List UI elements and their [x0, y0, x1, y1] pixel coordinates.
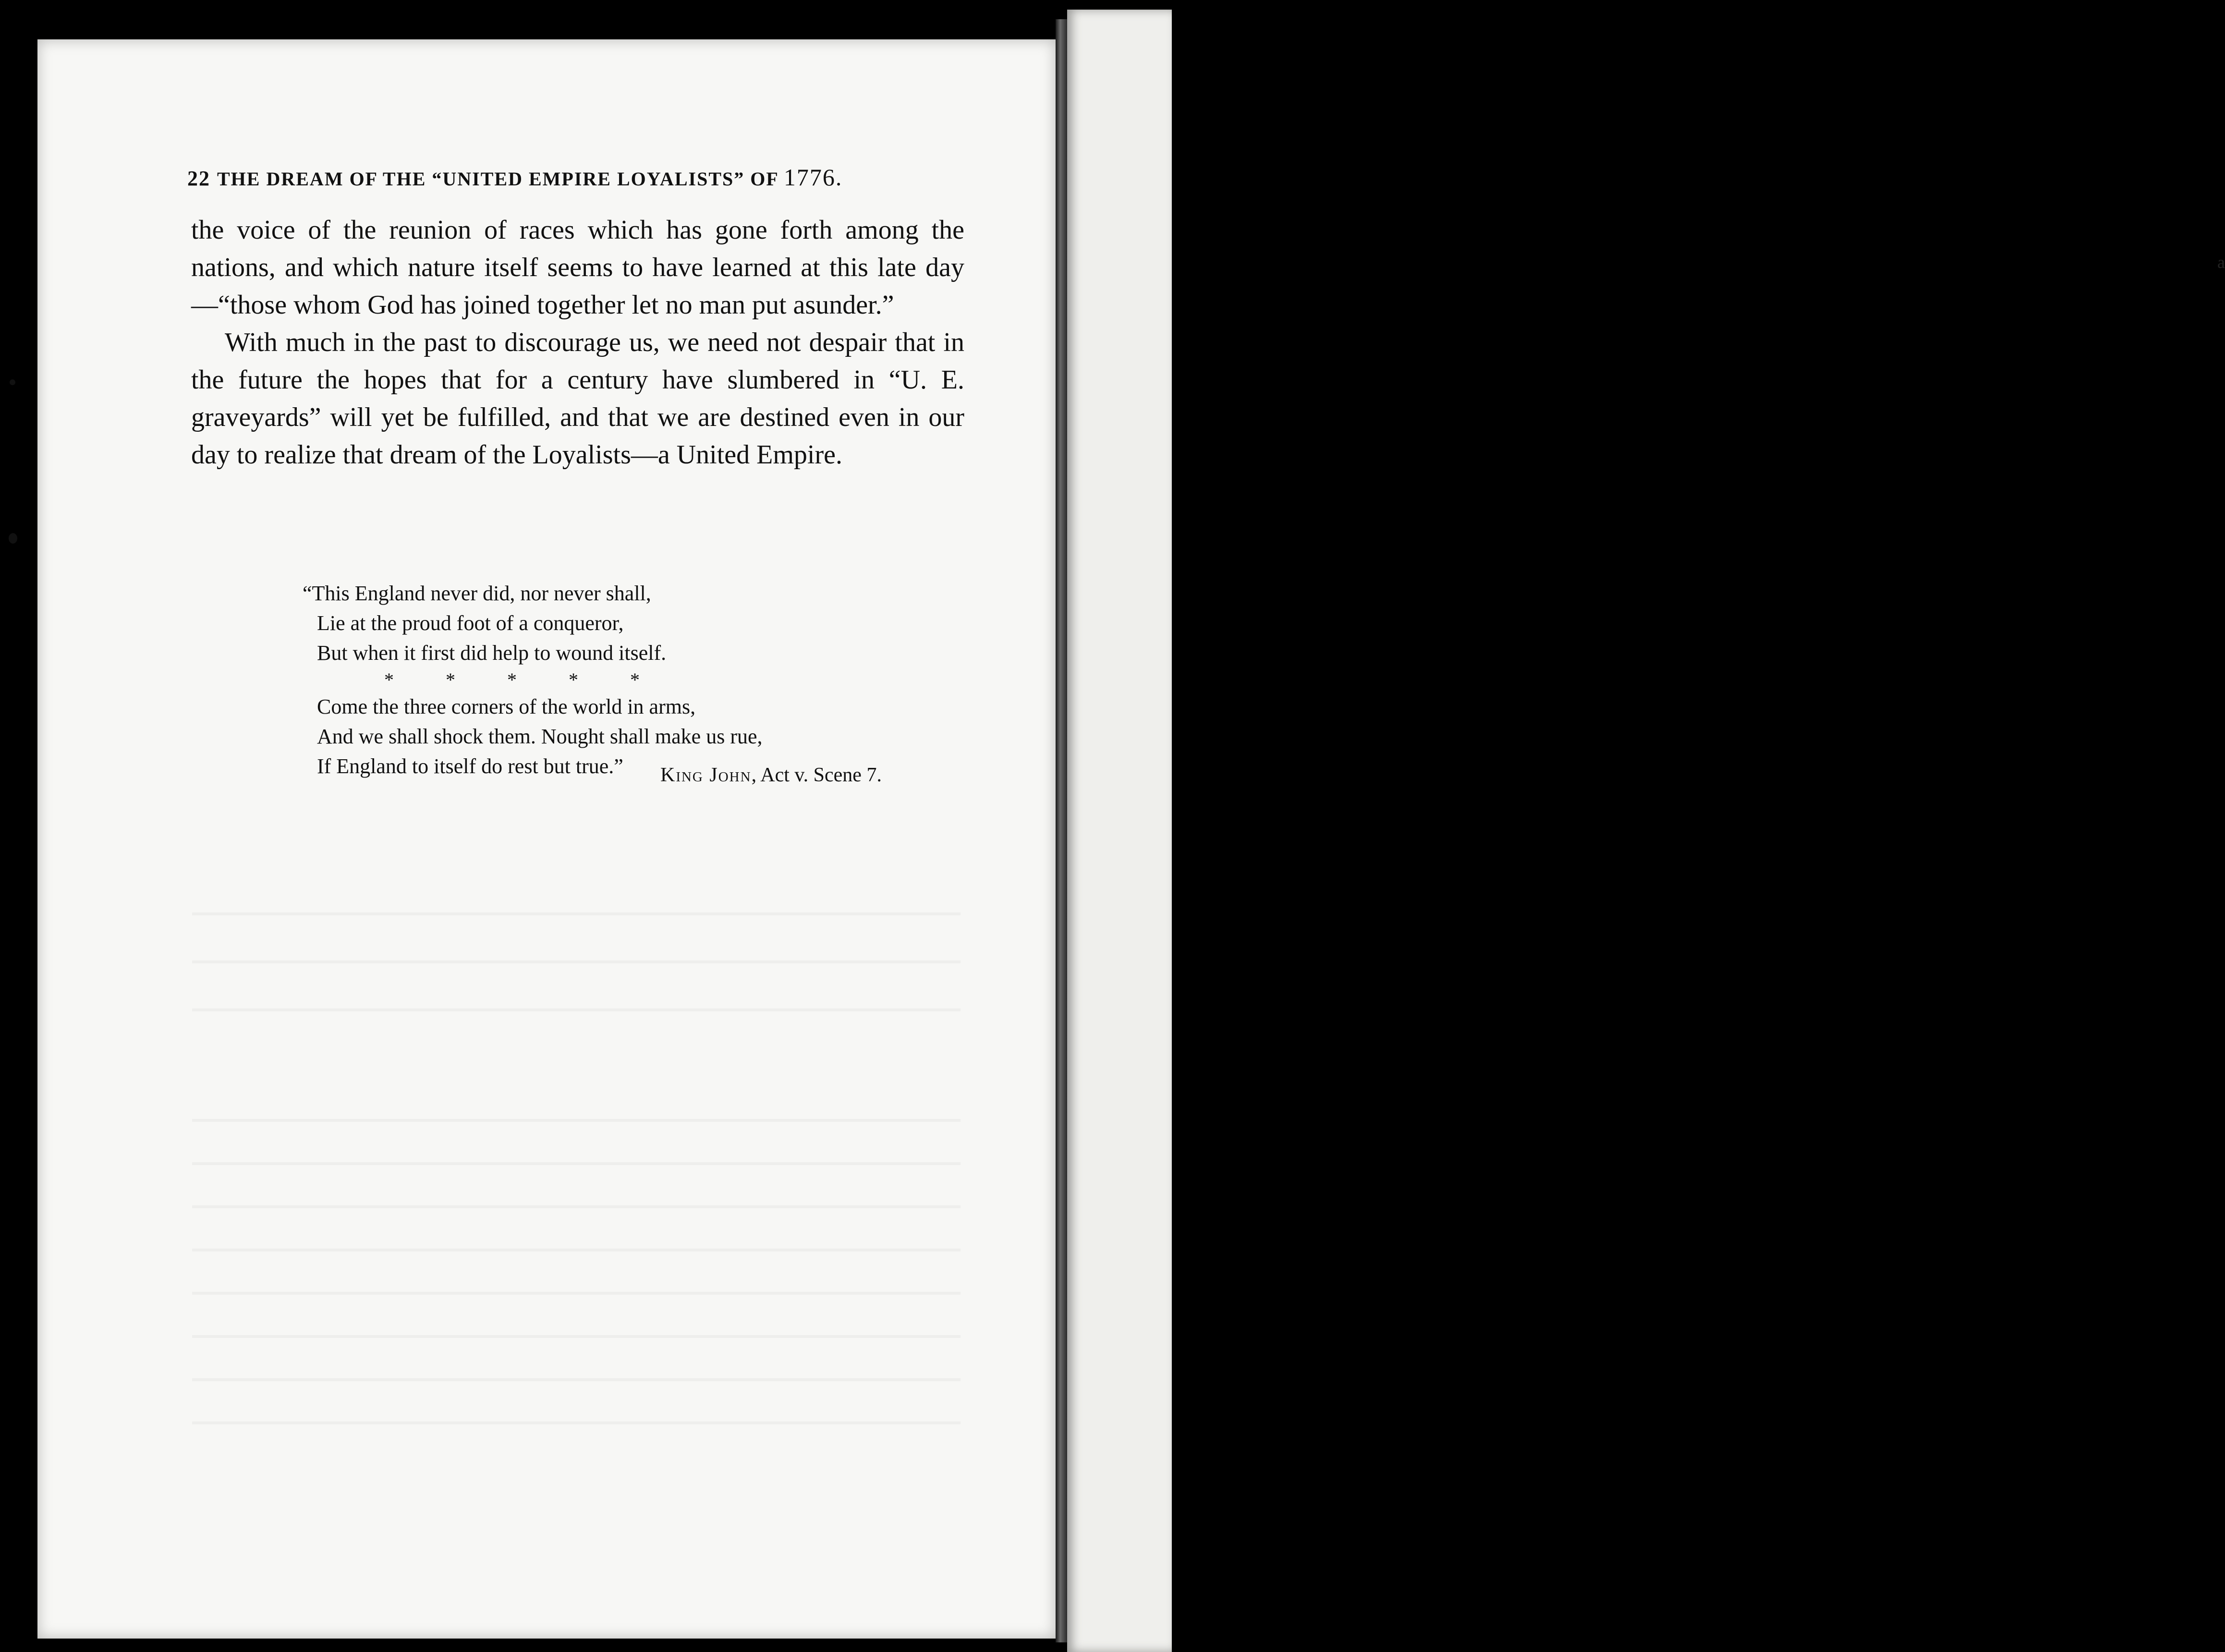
- paragraph: With much in the past to discourage us, we need not despair that in the future the hopes that for a century have slumbered in “U. E. graveyards” will yet be fulfilled, and that we are destined even in our day to realize that dream of the Loyalists—a United Empire.: [191, 328, 964, 470]
- star: *: [446, 669, 455, 691]
- show-through-line: [192, 1378, 961, 1381]
- quote-citation: [660, 764, 882, 787]
- show-through-line: [192, 1008, 961, 1011]
- show-through-line: [192, 1162, 961, 1165]
- page-number: 22: [187, 167, 210, 190]
- quote-line: Lie at the proud foot of a conqueror,: [317, 611, 624, 635]
- quote-line: If England to itself do rest but true.”: [317, 754, 623, 778]
- show-through-line: [192, 1421, 961, 1424]
- ellipsis-stars: [384, 668, 941, 692]
- star: *: [569, 669, 578, 691]
- block-quotation: [303, 579, 941, 781]
- quote-line: And we shall shock them. Nought shall make us rue,: [317, 725, 763, 748]
- star: *: [630, 669, 640, 691]
- running-header: [187, 163, 936, 191]
- running-head-year: 1776.: [783, 164, 843, 191]
- quote-line: Come the three corners of the world in arms,: [317, 695, 696, 718]
- citation-work: King John: [660, 764, 752, 786]
- scan-speck: [9, 533, 17, 544]
- star: *: [384, 669, 394, 691]
- scan-speck: [10, 379, 15, 385]
- page-gutter: [1056, 19, 1067, 1642]
- body-text: [191, 211, 964, 474]
- show-through-line: [192, 1249, 961, 1251]
- show-through-line: [192, 1205, 961, 1208]
- quote-line: But when it first did help to wound itself.: [317, 641, 667, 665]
- quote-line: “This England never did, nor never shall,: [303, 582, 651, 605]
- show-through-line: [192, 960, 961, 963]
- running-head-title: THE DREAM OF THE “UNITED EMPIRE LOYALISTS” OF: [217, 168, 779, 190]
- star: *: [507, 669, 517, 691]
- citation-location: , Act v. Scene 7.: [751, 764, 882, 786]
- paragraph-continued: the voice of the reunion of races which has gone forth among the nations, and which nature itself seems to have learned at this late day—“those whom God has joined together let no man put asunder.”: [191, 215, 964, 320]
- show-through-line: [192, 1292, 961, 1295]
- facing-page-fragment: a: [2217, 253, 2225, 272]
- show-through-line: [192, 1335, 961, 1338]
- show-through-line: [192, 1119, 961, 1122]
- facing-page: [1067, 10, 2225, 1652]
- show-through-line: [192, 912, 961, 915]
